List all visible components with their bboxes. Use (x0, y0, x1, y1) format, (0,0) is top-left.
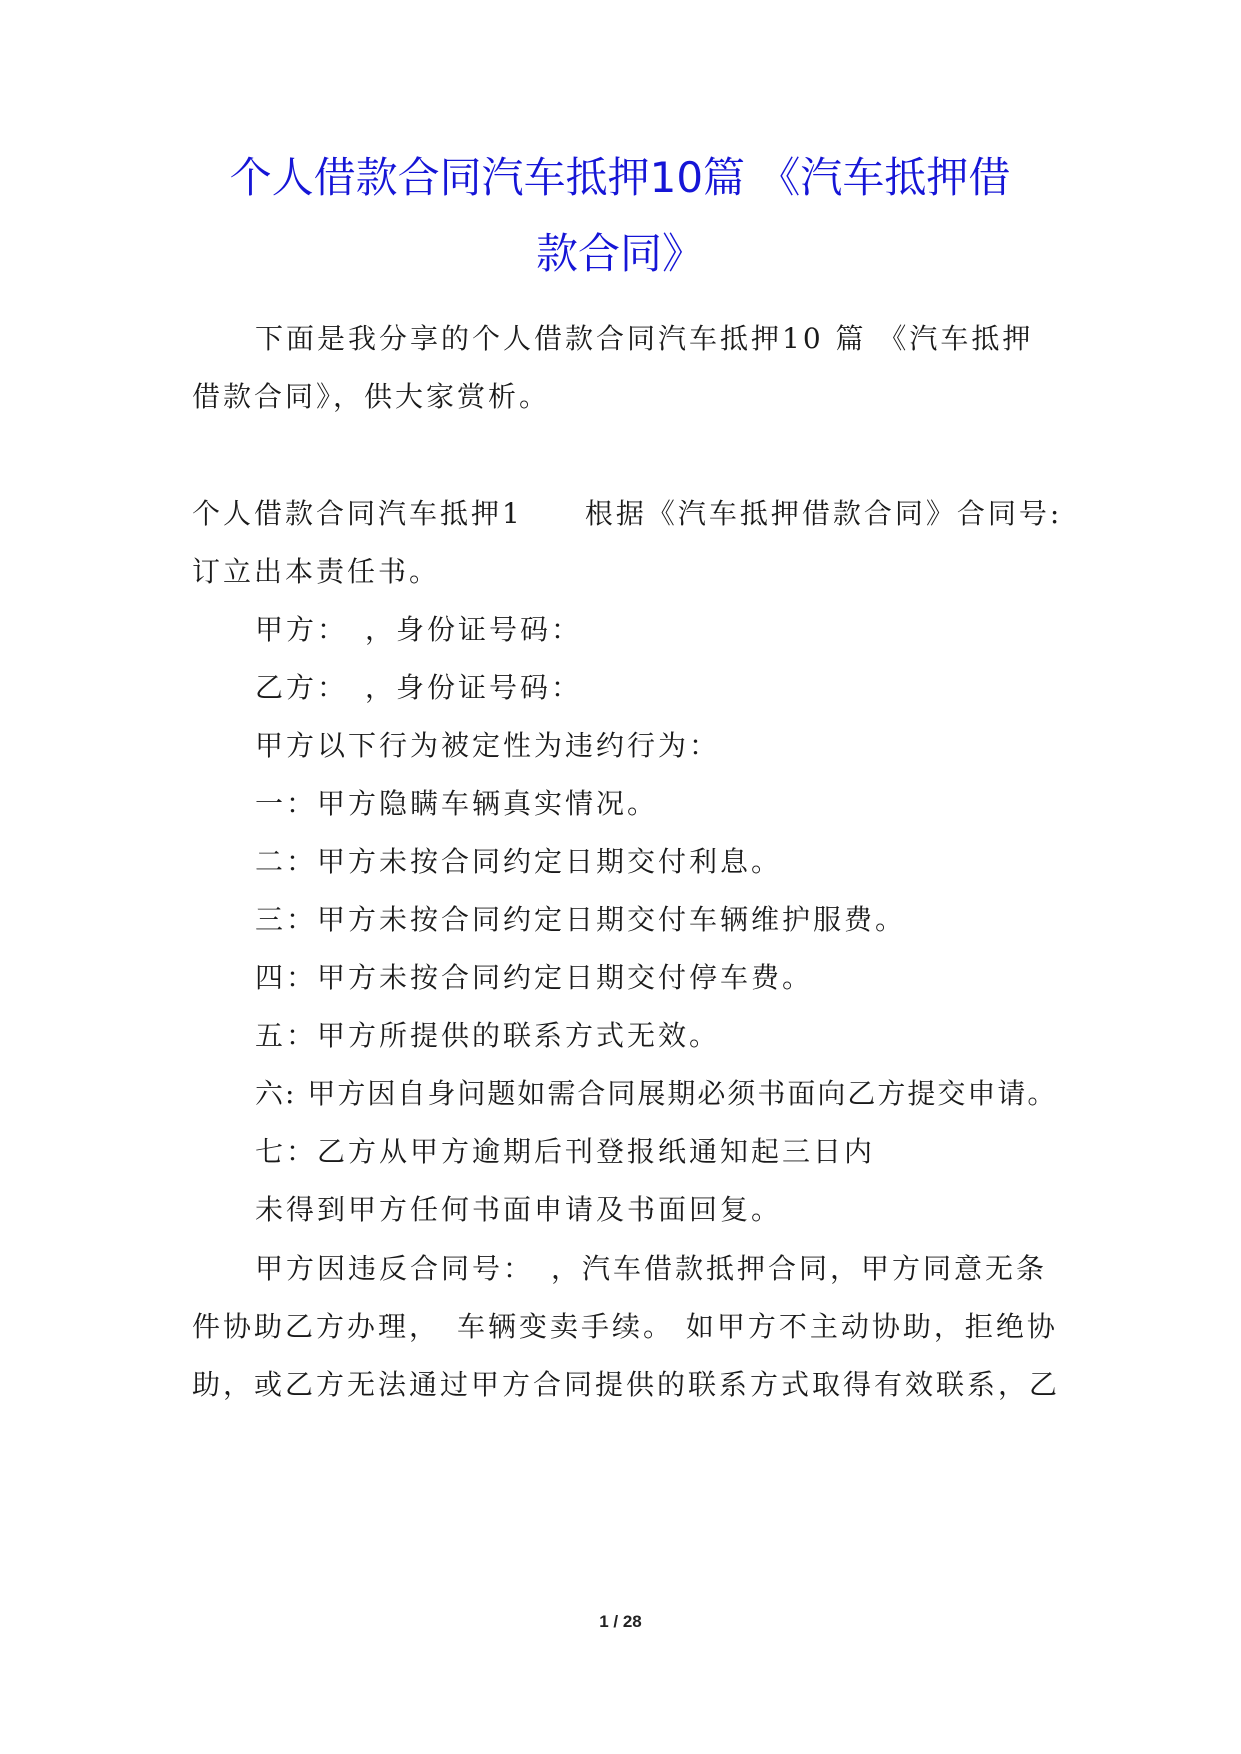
document-title (170, 140, 1070, 292)
party-b-line: 乙方： ，身份证号码： (255, 671, 583, 704)
page-number: 1 / 28 (599, 1612, 642, 1631)
clause-line-3: 助，或乙方无法通过甲方合同提供的联系方式取得有效联系，乙 (192, 1368, 1061, 1401)
breach-item-6: 六: 甲方因自身问题如需合同展期必须书面向乙方提交申请。 (255, 1077, 1058, 1110)
breach-item-2: 二：甲方未按合同约定日期交付利息。 (255, 845, 783, 878)
breach-item-1: 一：甲方隐瞒车辆真实情况。 (255, 787, 659, 820)
breach-intro-line: 甲方以下行为被定性为违约行为： (255, 729, 721, 762)
party-a-line: 甲方： ，身份证号码： (255, 613, 583, 646)
breach-item-5: 五：甲方所提供的联系方式无效。 (255, 1019, 721, 1052)
title-line-2: 款合同》 (535, 229, 704, 278)
clause-line-1: 甲方因违反合同号： ，汽车借款抵押合同，甲方同意无条 (255, 1252, 1048, 1285)
breach-item-4: 四：甲方未按合同约定日期交付停车费。 (255, 961, 814, 994)
section-heading-line-2: 订立出本责任书。 (192, 555, 441, 588)
breach-item-7: 七：乙方从甲方逾期后刊登报纸通知起三日内 (255, 1135, 876, 1168)
clause-line-2: 件协助乙方办理， 车辆变卖手续。 如甲方不主动协助，拒绝协 (192, 1310, 1058, 1343)
intro-line-1: 下面是我分享的个人借款合同汽车抵押10 篇 《汽车抵押 (255, 322, 1034, 355)
section-heading-line-1: 个人借款合同汽车抵押1 根据《汽车抵押借款合同》合同号: (192, 497, 1063, 530)
breach-item-3: 三：甲方未按合同约定日期交付车辆维护服费。 (255, 903, 907, 936)
intro-line-2: 借款合同》，供大家赏析。 (192, 380, 551, 413)
title-line-1: 个人借款合同汽车抵押10篇 《汽车抵押借 (229, 153, 1011, 202)
breach-item-7-continued: 未得到甲方任何书面申请及书面回复。 (255, 1193, 783, 1226)
